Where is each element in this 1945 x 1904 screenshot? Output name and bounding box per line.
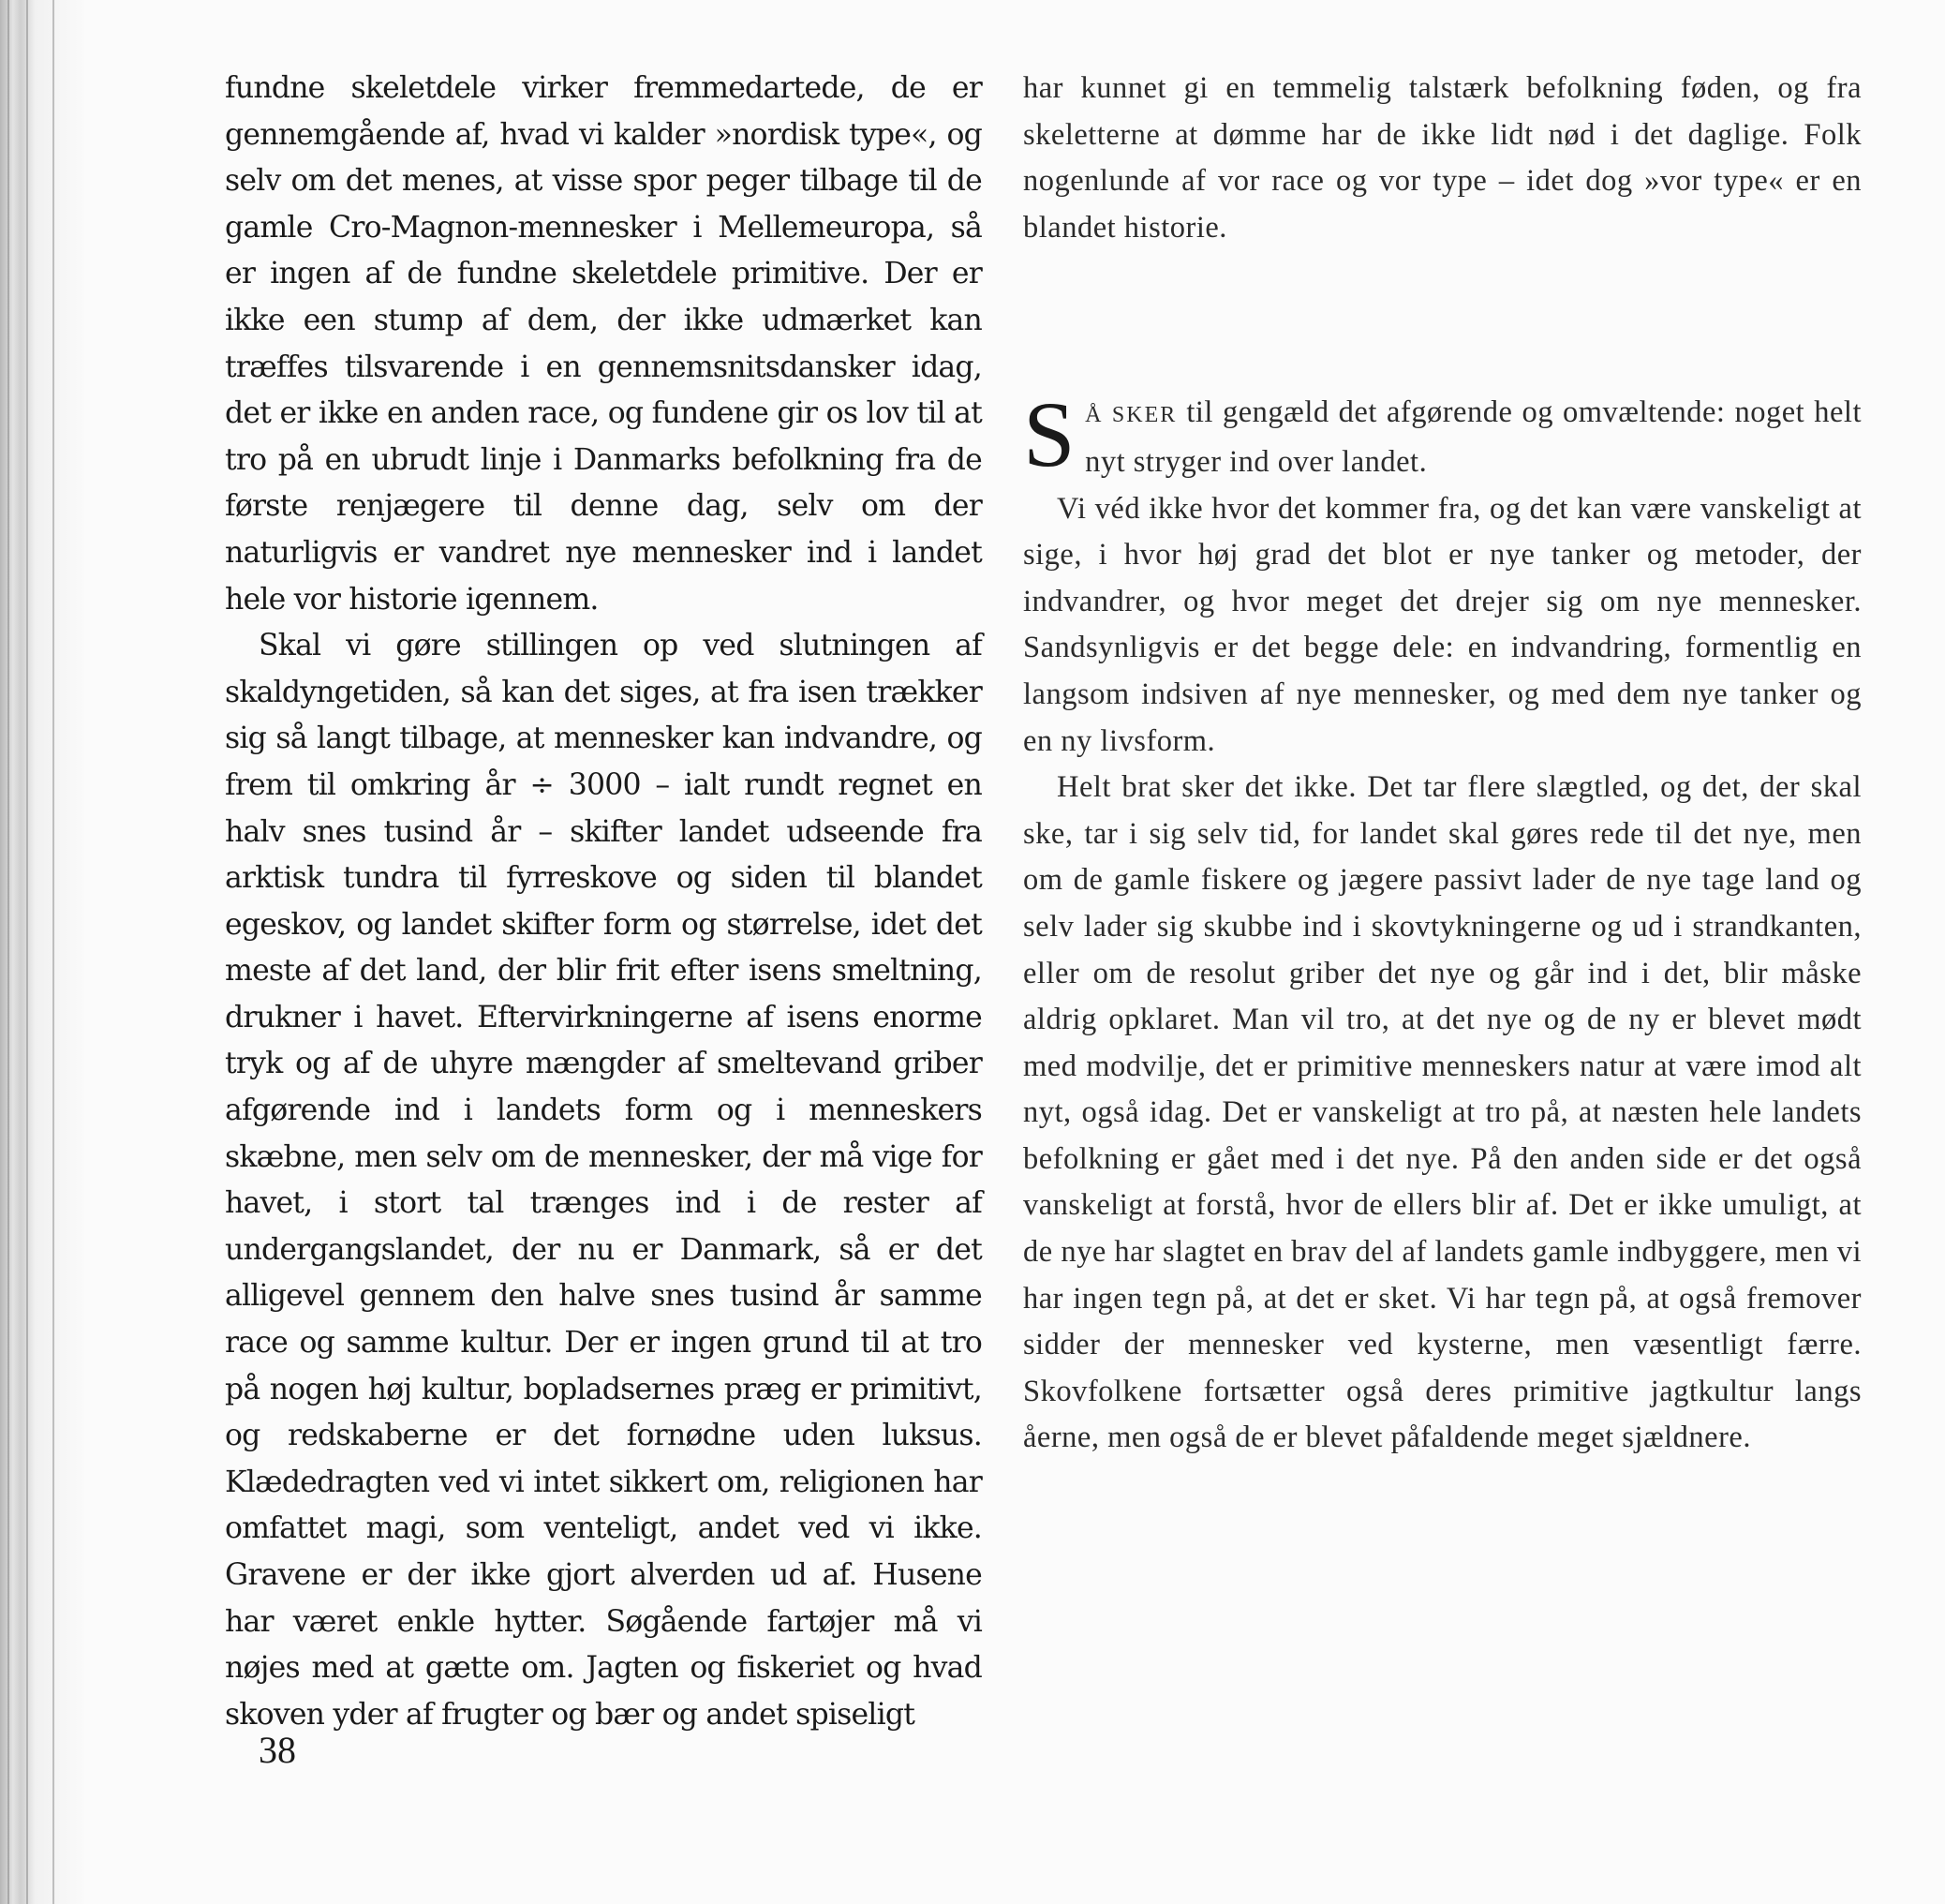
right-text-column	[1023, 66, 1862, 1462]
binding-crease	[26, 0, 28, 1904]
left-text-column	[225, 66, 982, 1738]
right-paragraph-2: Helt brat sker det ikke. Det tar flere slægtled, og det, der skal ske, tar i sig selv tid, for landet skal gøres rede til det nye, men om de gamle fiskere og jægere passivt lader de nye tage land og selv lader sig skubbe ind i skovtykningerne og ud i strandkanten, eller om de resolut griber det nye og går ind i det, blir måske aldrig opklaret. Man vil tro, at det nye og de ny er blevet mødt med modvilje, det er primitive menneskers natur at være imod alt nyt, også idag. Det er vanskeligt at tro på, at næsten hele landets befolkning er gået med i det nye. På den anden side er det også vanskeligt at forstå, hvor de ellers blir af. Det er ikke umuligt, at de nye har slagtet en brav del af landets gamle indbyggere, men vi har ingen tegn på, at det er sket. Vi har tegn på, at også fremover sidder der mennesker ved kysterne, men væsentligt færre. Skovfolkene fortsætter også deres primitive jagtkultur langs åerne, men også de er blevet påfaldende meget sjældnere.	[1023, 770, 1862, 1455]
left-paragraph-1: fundne skeletdele virker fremmedartede, de er gennemgående af, hvad vi kalder »nordisk type«, og selv om det menes, at visse spor peger tilbage til de gamle Cro-Magnon-mennesker i Mellemeuropa, så er ingen af de fundne skeletdele primitive. Der er ikke een stump af dem, der ikke udmærket kan træffes tilsvarende i en gennemsnitsdansker idag, det er ikke en anden race, og fundene gir os lov til at tro på en ubrudt linje i Danmarks befolkning fra de første renjægere til denne dag, selv om der naturligvis er vandret nye mennesker ind i landet hele vor historie igennem.	[225, 71, 982, 617]
page-number: 38	[259, 1729, 296, 1771]
book-binding-edge	[0, 0, 84, 1904]
section-lead-small-caps: Å SKER	[1085, 403, 1178, 428]
drop-cap: S	[1023, 382, 1076, 487]
right-paragraph-1: Vi véd ikke hvor det kommer fra, og det kan være vanskeligt at sige, i hvor høj grad det blot er nye tanker og metoder, der indvandrer, og hvor meget det drejer sig om nye mennesker. Sandsynligvis er det begge dele: en indvandring, formentlig en langsom indsiven af nye mennesker, og med dem nye tanker og en ny livsform.	[1023, 491, 1862, 758]
left-paragraph-2: Skal vi gøre stillingen op ved slutningen af skaldyngetiden, så kan det siges, at fra isen trækker sig så langt tilbage, at mennesker kan indvandre, og frem til omkring år ÷ 3000 – ialt rundt regnet en halv snes tusind år – skifter landet udseende fra arktisk tundra til fyrreskove og siden til blandet egeskov, og landet skifter form og størrelse, idet det meste af det land, der blir frit efter isens smeltning, drukner i havet. Eftervirkningerne af isens enorme tryk og af de uhyre mængder af smeltevand griber afgørende ind i landets form og i menneskers skæbne, men selv om de mennesker, der må vige for havet, i stort tal trænges ind i de rester af undergangslandet, der nu er Danmark, så er det alligevel gennem den halve snes tusind år samme race og samme kultur. Der er ingen grund til at tro på nogen høj kultur, bopladsernes præg er primitivt, og redskaberne er det fornødne uden luksus. Klædedragten ved vi intet sikkert om, religionen har omfattet magi, som venteligt, andet ved vi ikke. Gravene er der ikke gjort alverden ud af. Husene har været enkle hytter. Søgående fartøjer må vi nøjes med at gætte om. Jagten og fiskeriet og hvad skoven yder af frugter og bær og andet spiseligt	[225, 629, 982, 1732]
section-opening-paragraph	[1023, 382, 1862, 487]
section-break	[1023, 251, 1862, 390]
right-continuation-paragraph: har kunnet gi en temmelig talstærk befolkning føden, og fra skeletterne at dømme har de ikke lidt nød i det daglige. Folk nogenlunde af vor race og vor type – idet dog »vor type« er en blandet historie.	[1023, 71, 1862, 245]
binding-crease	[7, 0, 9, 1904]
section-lead-text: til gengæld det afgørende og omvæltende: noget helt nyt stryger ind over landet.	[1085, 395, 1862, 479]
binding-crease	[52, 0, 54, 1904]
